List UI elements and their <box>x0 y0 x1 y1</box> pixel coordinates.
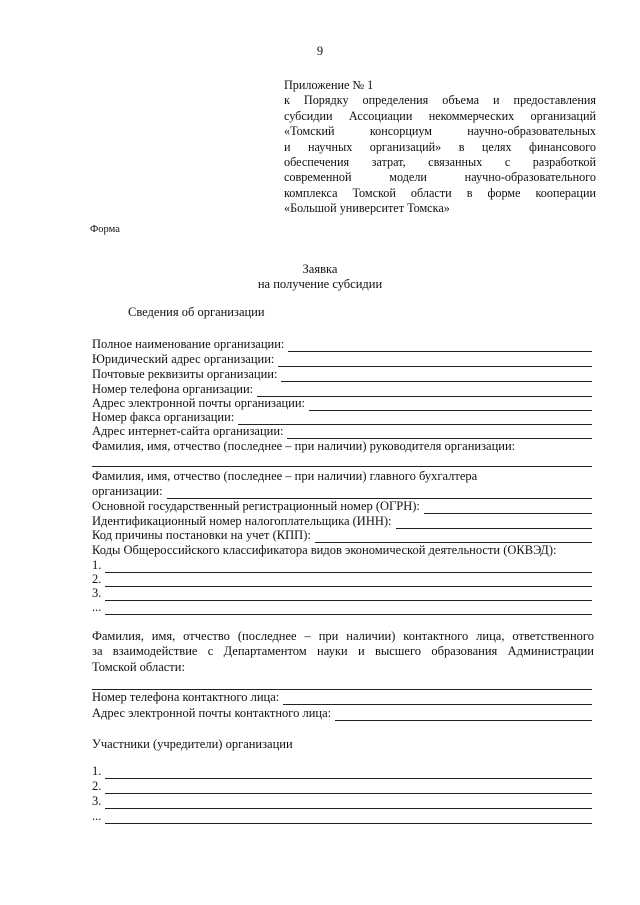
field-label: Адрес интернет-сайта организации: <box>92 424 284 438</box>
founder-item[interactable] <box>92 779 592 794</box>
field-label: Полное наименование организации: <box>92 337 285 351</box>
okved-item[interactable] <box>92 600 592 615</box>
fill-line[interactable] <box>105 782 592 794</box>
field-label: Фамилия, имя, отчество (последнее – при наличии) руководителя организации: <box>92 439 516 453</box>
field-label: Адрес электронной почты контактного лица: <box>92 706 332 720</box>
appendix-line: субсидии Ассоциации некоммерческих организаций <box>284 108 596 123</box>
field-director <box>92 439 592 454</box>
fill-line[interactable] <box>105 797 592 809</box>
fill-line[interactable] <box>335 709 592 721</box>
appendix-line: к Порядку определения объема и предоставления <box>284 93 596 108</box>
fill-line[interactable] <box>105 767 592 779</box>
appendix-line: и научных организаций» в целях финансового <box>284 139 596 154</box>
appendix-line: современной модели научно-образовательного <box>284 170 596 185</box>
contact-line: за взаимодействие с Департаментом науки и высшего образования Администрации <box>92 644 594 659</box>
okved-item[interactable] <box>92 572 592 587</box>
founder-item[interactable] <box>92 809 592 824</box>
field-inn[interactable] <box>92 514 592 529</box>
appendix-line: обеспечения затрат, связанных с разработкой <box>284 155 596 170</box>
field-label: Адрес электронной почты организации: <box>92 396 306 410</box>
contact-line: Фамилия, имя, отчество (последнее – при наличии) контактного лица, ответственного <box>92 629 594 643</box>
field-contact-email[interactable] <box>92 706 592 721</box>
fill-line[interactable] <box>424 502 592 514</box>
contact-person-label <box>92 629 594 675</box>
field-accountant[interactable] <box>92 484 592 499</box>
appendix-title: Приложение № 1 <box>284 78 374 92</box>
field-okved <box>92 543 592 558</box>
fill-line[interactable] <box>105 812 592 824</box>
page-number: 9 <box>316 44 324 58</box>
item-number: 2. <box>92 779 102 793</box>
field-label: Номер телефона контактного лица: <box>92 690 280 704</box>
item-number: ... <box>92 600 102 614</box>
founders-section-title: Участники (учредители) организации <box>92 737 293 751</box>
field-email[interactable] <box>92 396 592 411</box>
item-number: 1. <box>92 558 102 572</box>
fill-line[interactable] <box>283 693 592 705</box>
field-postal[interactable] <box>92 367 592 382</box>
field-phone[interactable] <box>92 382 592 397</box>
item-number: 2. <box>92 572 102 586</box>
field-label: Почтовые реквизиты организации: <box>92 367 278 381</box>
field-ogrn[interactable] <box>92 499 592 514</box>
org-section-title: Сведения об организации <box>128 305 265 319</box>
fill-line[interactable] <box>315 531 592 543</box>
item-number: 3. <box>92 794 102 808</box>
okved-item[interactable] <box>92 558 592 573</box>
fill-line[interactable] <box>278 355 592 367</box>
fill-line[interactable] <box>281 370 592 382</box>
field-label: Коды Общероссийского классификатора видов экономической деятельности (ОКВЭД): <box>92 543 557 557</box>
document-heading <box>0 262 640 292</box>
appendix-block <box>284 78 596 217</box>
field-website[interactable] <box>92 424 592 439</box>
field-label: Основной государственный регистрационный номер (ОГРН): <box>92 499 420 513</box>
founder-item[interactable] <box>92 794 592 809</box>
fill-line[interactable] <box>287 427 592 439</box>
appendix-line: «Томский консорциум научно-образовательных <box>284 124 596 139</box>
field-full-name[interactable] <box>92 337 592 352</box>
field-label: Идентификационный номер налогоплательщика (ИНН): <box>92 514 392 528</box>
field-kpp[interactable] <box>92 528 592 543</box>
fill-line[interactable] <box>105 603 592 615</box>
form-label: Форма <box>90 224 120 235</box>
okved-item[interactable] <box>92 586 592 601</box>
item-number: 3. <box>92 586 102 600</box>
field-label: Номер факса организации: <box>92 410 235 424</box>
field-legal-address[interactable] <box>92 352 592 367</box>
field-label: Номер телефона организации: <box>92 382 254 396</box>
appendix-line: комплекса Томской области в форме кооперации <box>284 185 596 200</box>
founder-item[interactable] <box>92 764 592 779</box>
field-fax[interactable] <box>92 410 592 425</box>
heading-subtitle: на получение субсидии <box>257 277 383 291</box>
fill-line[interactable] <box>167 487 592 499</box>
item-number: ... <box>92 809 102 823</box>
field-label: Фамилия, имя, отчество (последнее – при наличии) главного бухгалтера <box>92 469 478 483</box>
appendix-line: «Большой университет Томска» <box>284 201 450 216</box>
field-label: организации: <box>92 484 163 498</box>
item-number: 1. <box>92 764 102 778</box>
field-contact-phone[interactable] <box>92 690 592 705</box>
field-accountant-label <box>92 469 592 484</box>
fill-line[interactable] <box>288 340 592 352</box>
director-fill-line[interactable] <box>92 466 592 467</box>
field-label: Юридический адрес организации: <box>92 352 275 366</box>
heading-title: Заявка <box>302 262 338 276</box>
contact-line: Томской области: <box>92 659 185 674</box>
field-label: Код причины постановки на учет (КПП): <box>92 528 311 542</box>
